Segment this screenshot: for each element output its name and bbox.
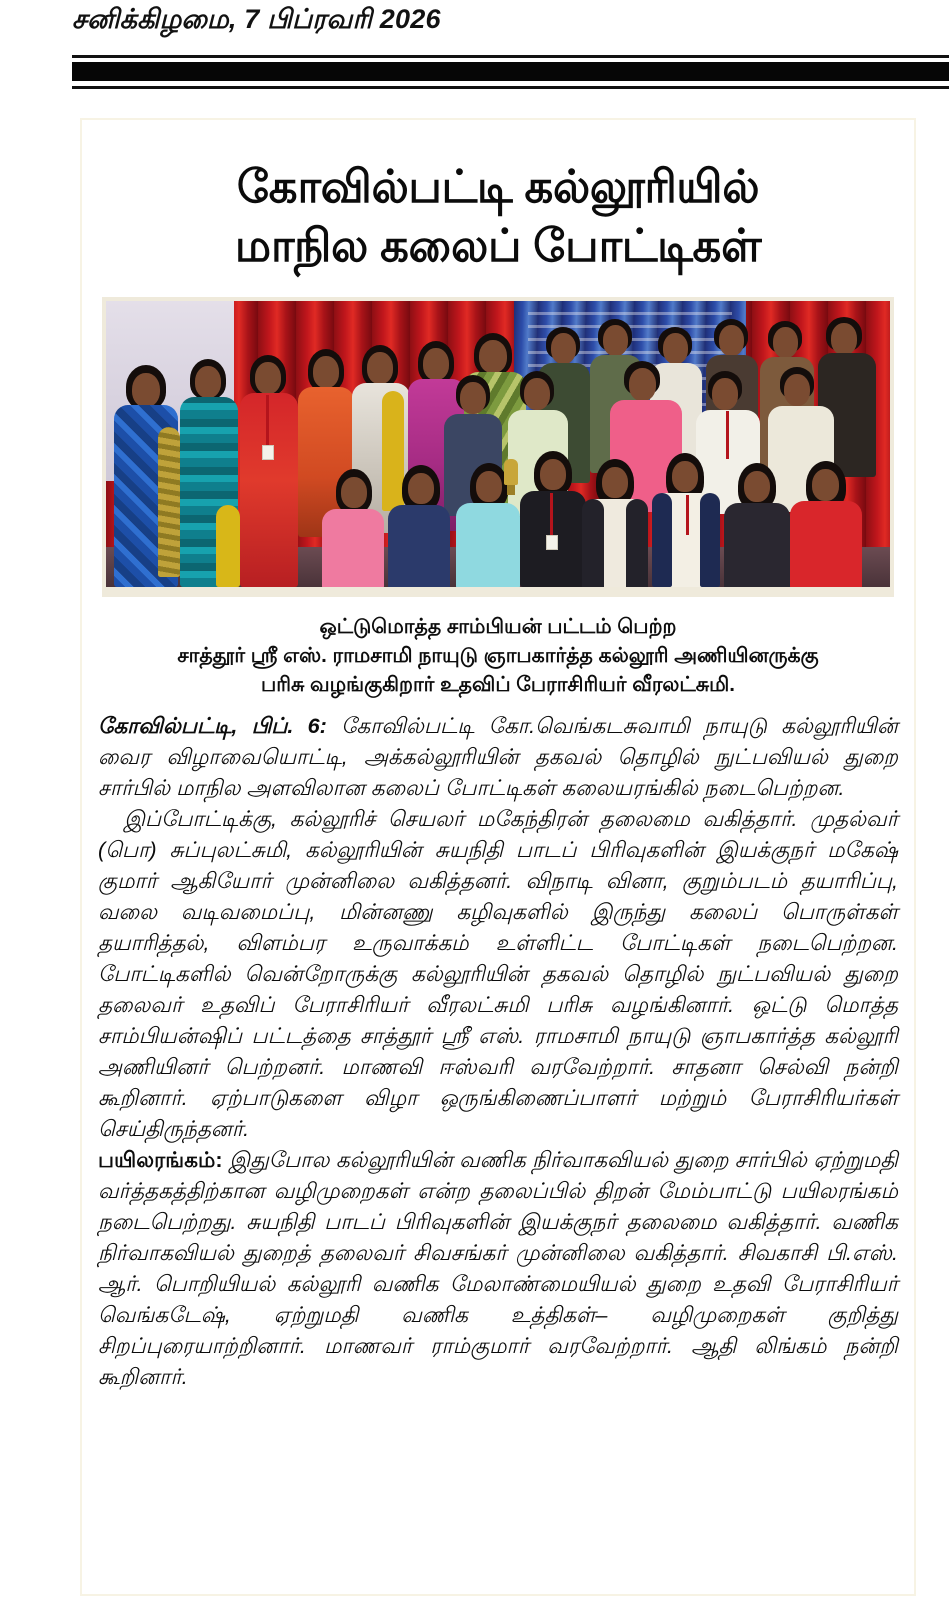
masthead bbox=[0, 0, 949, 52]
article-photo-frame bbox=[102, 297, 894, 597]
separator-thin-rule-top bbox=[72, 55, 949, 58]
story-dateline: கோவில்பட்டி, பிப். 6: bbox=[98, 713, 342, 739]
body-paragraph-3 bbox=[98, 1145, 898, 1393]
body-paragraph-1-text: கோவில்பட்டி கோ.வெங்கடசுவாமி நாயுடு கல்லூரியின் வைர விழாவையொட்டி, அக்கல்லூரியின் தகவல் தொழில் நுட்பவியல் துறை சார்பில் மாநில அளவிலான கலைப் போட்டிகள் கலையரங்கில் நடைபெற்றன. bbox=[98, 713, 898, 801]
caption-line-3: பரிசு வழங்குகிறார் உதவிப் பேராசிரியர் வீரலட்சுமி. bbox=[260, 673, 736, 697]
masthead-separator-rule bbox=[72, 55, 949, 89]
body-paragraph-2-text: இப்போட்டிக்கு, கல்லூரிச் செயலர் மகேந்திரன் தலைமை வகித்தார். முதல்வர் (பொ) சுப்புலட்சுமி, கல்லூரியின் சுயநிதி பாடப் பிரிவுகளின் இயக்குநர் மகேஷ் குமார் ஆகியோர் முன்னிலை வகித்தனர். விநாடி வினா, குறும்படம் தயாரிப்பு, வலை வடிவமைப்பு, மின்னணு கழிவுகளில் இருந்து கலைப் பொருள்கள் தயாரித்தல், விளம்பர உருவாக்கம் உள்ளிட்ட போட்டிகள் நடைபெற்றன. போட்டிகளில் வென்றோருக்கு கல்லூரியின் தகவல் தொழில் நுட்பவியல் துறை தலைவர் உதவிப் பேராசிரியர் வீரலட்சுமி பரிசு வழங்கினார். ஒட்டு மொத்த சாம்பியன்ஷிப் பட்டத்தை சாத்தூர் ஸ்ரீ எஸ். ராமசாமி நாயுடு ஞாபகார்த்த கல்லூரி அணியினர் பெற்றனர். மாணவி ஈஸ்வரி வரவேற்றார். சாதனா செல்வி நன்றி கூறினார். ஏற்பாடுகளை விழா ஒருங்கிணைப்பாளர் மற்றும் பேராசிரியர்கள் செய்திருந்தனர். bbox=[98, 806, 898, 1142]
separator-thick-bar bbox=[72, 62, 949, 81]
body-paragraph-1 bbox=[98, 711, 898, 804]
group-photograph bbox=[106, 301, 890, 587]
article-headline bbox=[96, 158, 900, 275]
body-paragraph-3-text: இதுபோல கல்லூரியின் வணிக நிர்வாகவியல் துறை சார்பில் ஏற்றுமதி வர்த்தகத்திற்கான வழிமுறைகள் என்ற தலைப்பில் திறன் மேம்பாட்டு பயிலரங்கம் நடைபெற்றது. சுயநிதி பாடப் பிரிவுகளின் இயக்குநர் தலைமை வகித்தார். வணிக நிர்வாகவியல் துறைத் தலைவர் சிவசங்கர் முன்னிலை வகித்தார். சிவகாசி பி.எஸ். ஆர். பொறியியல் கல்லூரி வணிக மேலாண்மையியல் துறை உதவி பேராசிரியர் வெங்கடேஷ், ஏற்றுமதி வணிக உத்திகள்– வழிமுறைகள் குறித்து சிறப்புரையாற்றினார். மாணவர் ராம்குமார் வரவேற்றார். ஆதி லிங்கம் நன்றி கூறினார். bbox=[98, 1147, 898, 1389]
headline-line-2: மாநில கலைப் போட்டிகள் bbox=[234, 219, 762, 271]
article-body bbox=[98, 711, 898, 1393]
photo-caption bbox=[101, 612, 895, 699]
publication-date: சனிக்கிழமை, 7 பிப்ரவரி 2026 bbox=[72, 4, 441, 34]
caption-line-2: சாத்தூர் ஸ்ரீ எஸ். ராமசாமி நாயுடு ஞாபகார்த்த கல்லூரி அணியினருக்கு bbox=[177, 644, 819, 668]
article-clipping bbox=[80, 118, 916, 1596]
headline-line-1: கோவில்பட்டி கல்லூரியில் bbox=[236, 161, 760, 212]
caption-line-1: ஒட்டுமொத்த சாம்பியன் பட்டம் பெற்ற bbox=[319, 615, 677, 638]
separator-thin-rule-bottom bbox=[72, 86, 949, 89]
body-subheading: பயிலரங்கம்: bbox=[98, 1147, 230, 1173]
body-paragraph-2 bbox=[98, 804, 898, 1145]
